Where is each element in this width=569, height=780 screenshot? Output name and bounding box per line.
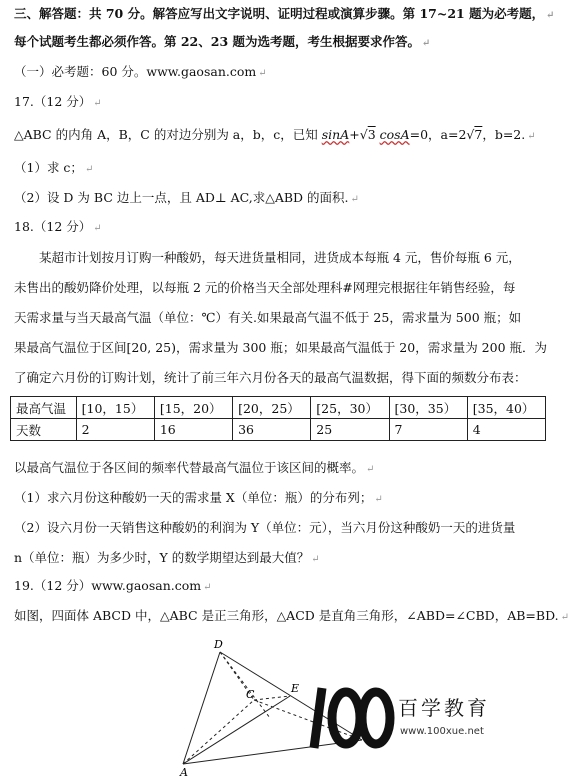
frequency-table: [10, 396, 546, 441]
table-interval: [35，40）: [467, 397, 545, 419]
table-interval: [20，25）: [233, 397, 311, 419]
q19-number: 19.（12 分）www.gaosan.com ↵: [14, 578, 212, 593]
q18-part1: （1）求六月份这种酸奶一天的需求量 X（单位：瓶）的分布列； ↵: [14, 490, 383, 505]
q18-para-5: 了确定六月份的订购计划，统计了前三年六月份各天的最高气温数据，得下面的频数分布表：: [14, 370, 527, 385]
section-title-cont: 每个试题考生都必须作答。第 22、23 题为选考题，考生根据要求作答。 ↵: [14, 34, 431, 49]
edge-do: [220, 652, 270, 718]
table-count: 25: [311, 419, 389, 441]
q18-after-table: 以最高气温位于各区间的频率代替最高气温位于该区间的概率。 ↵: [14, 460, 375, 475]
table-count: 7: [389, 419, 467, 441]
table-interval: [25，30）: [311, 397, 389, 419]
logo-100-icon: [300, 678, 400, 754]
table-count-label: 天数: [11, 419, 77, 441]
watermark-logo: [300, 678, 490, 758]
q17-number: 17.（12 分） ↵: [14, 94, 102, 109]
q17-stem: △ABC 的内角 A，B，C 的对边分别为 a，b，c，已知 sinA+√3 cosA=0，a=2√7，b=2. ↵: [14, 127, 536, 142]
q18-number: 18.（12 分） ↵: [14, 219, 102, 234]
q18-para-2: 未售出的酸奶降价处理，以每瓶 2 元的价格当天全部处理科#网理完根据往年销售经验，每: [14, 280, 516, 295]
logo-url: www.100xue.net: [400, 726, 484, 737]
q18-para-4: 果最高气温位于区间[20, 25)，需求量为 300 瓶；如果最高气温低于 20，需求量为 200 瓶．为: [14, 340, 548, 355]
table-interval: [15，20）: [154, 397, 232, 419]
vertex-label-c: C: [246, 688, 255, 701]
required-header: （一）必考题：60 分。www.gaosan.com ↵: [14, 64, 267, 79]
table-interval: [30，35）: [389, 397, 467, 419]
q17-part2: （2）设 D 为 BC 边上一点，且 AD⊥ AC,求△ABD 的面积. ↵: [14, 190, 359, 205]
edge-ae: [183, 696, 290, 764]
vertex-label-e: E: [291, 682, 300, 695]
table-row: [11, 419, 546, 441]
table-row: [11, 397, 546, 419]
section-title: 三、解答题：共 70 分。解答应写出文字说明、证明过程或演算步骤。第 17~21 题为必考题， ↵: [14, 6, 555, 21]
table-count: 2: [76, 419, 154, 441]
table-header-label: 最高气温: [11, 397, 77, 419]
table-interval: [10，15）: [76, 397, 154, 419]
q18-part2b: n（单位：瓶）为多少时，Y 的数学期望达到最大值？ ↵: [14, 550, 320, 565]
table-count: 4: [467, 419, 545, 441]
table-count: 36: [233, 419, 311, 441]
vertex-label-d: D: [214, 638, 223, 651]
table-count: 16: [154, 419, 232, 441]
q18-para-1: 某超市计划按月订购一种酸奶，每天进货量相同，进货成本每瓶 4 元，售价每瓶 6 元，: [14, 250, 521, 265]
q17-part1: （1）求 c； ↵: [14, 160, 94, 175]
logo-text: 百学教育: [398, 696, 490, 720]
vertex-label-a: A: [180, 766, 188, 779]
q18-para-3: 天需求量与当天最高气温（单位：℃）有关.如果最高气温不低于 25，需求量为 500 瓶；如: [14, 310, 522, 325]
q18-part2a: （2）设六月份一天销售这种酸奶的利润为 Y（单位：元），当六月份这种酸奶一天的进货量: [14, 520, 516, 535]
q19-stem: 如图，四面体 ABCD 中，△ABC 是正三角形，△ACD 是直角三角形，∠ABD=∠CBD，AB=BD. ↵: [14, 608, 569, 623]
